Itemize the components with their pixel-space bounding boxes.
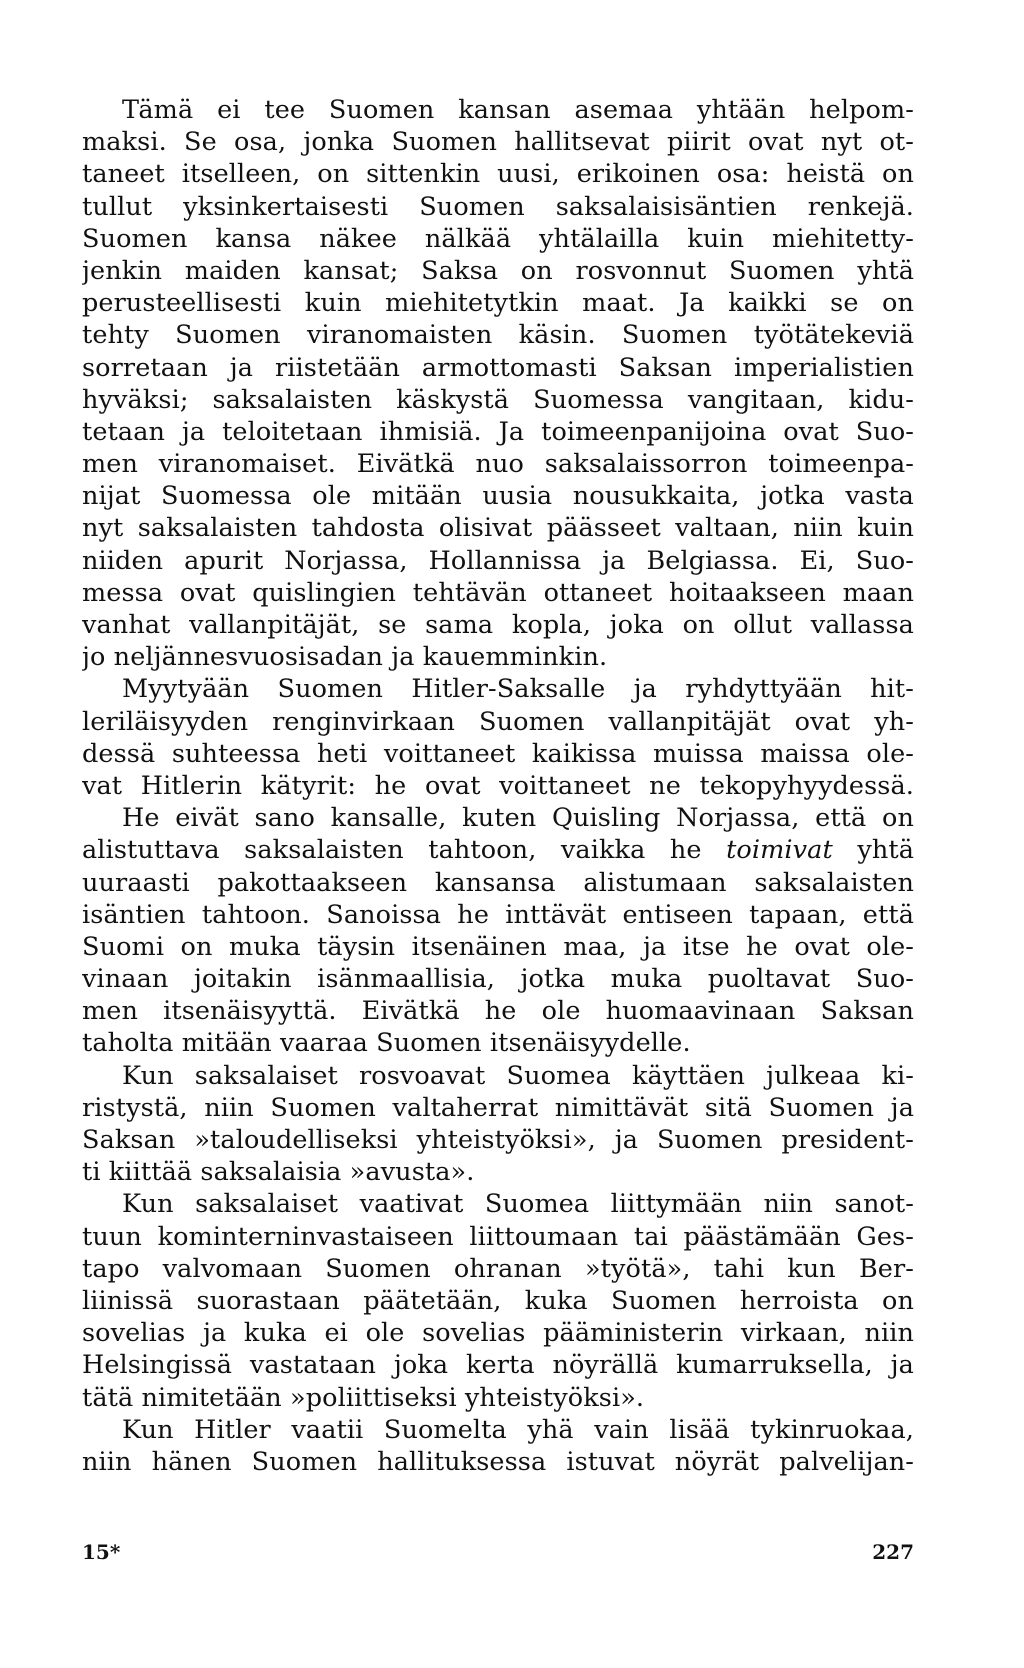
text-line: messa ovat quislingien tehtävän ottaneet hoitaakseen maan: [82, 577, 914, 608]
text-line: jo neljännesvuosisadan ja kauemminkin.: [82, 642, 608, 673]
text-line: sorretaan ja riistetään armottomasti Saksan imperialistien: [82, 352, 914, 383]
signature-mark: 15*: [82, 1540, 121, 1564]
text-line: leriläisyyden renginvirkaan Suomen vallanpitäjät ovat yh-: [82, 706, 914, 737]
text-line: niiden apurit Norjassa, Hollannissa ja Belgiassa. Ei, Suo-: [82, 545, 914, 576]
text-line: ti kiittää saksalaisia »avusta».: [82, 1157, 475, 1188]
text-line: men itsenäisyyttä. Eivätkä he ole huomaavinaan Saksan: [82, 996, 914, 1027]
page-footer: [82, 1540, 914, 1570]
text-line: Suomen kansa näkee nälkää yhtälailla kuin miehitetty-: [82, 223, 914, 254]
text-line: uuraasti pakottaakseen kansansa alistumaan saksalaisten: [82, 867, 914, 898]
text-line: Tämä ei tee Suomen kansan asemaa yhtään helpom-: [122, 95, 914, 125]
text-line: Suomi on muka täysin itsenäinen maa, ja itse he ovat ole-: [82, 931, 914, 962]
text-line: maksi. Se osa, jonka Suomen hallitsevat piirit ovat nyt ot-: [82, 127, 914, 158]
text-line: vanhat vallanpitäjät, se sama kopla, joka on ollut vallassa: [82, 610, 914, 640]
text-line: tetaan ja teloitetaan ihmisiä. Ja toimeenpanijoina ovat Suo-: [82, 416, 914, 447]
text-line: nijat Suomessa ole mitään uusia nousukkaita, jotka vasta: [82, 481, 914, 512]
page-number: 227: [872, 1540, 914, 1564]
text-line: tuun kominterninvastaiseen liittoumaan tai päästämään Ges-: [82, 1221, 914, 1252]
text-line: liinissä suorastaan päätetään, kuka Suomen herroista on: [82, 1285, 914, 1316]
text-line: tapo valvomaan Suomen ohranan »työtä», tahi kun Ber-: [82, 1253, 914, 1284]
text-line: vinaan joitakin isänmaallisia, jotka muka puoltavat Suo-: [82, 964, 914, 995]
text-line: taneet itselleen, on sittenkin uusi, erikoinen osa: heistä on: [82, 159, 914, 190]
text-line: Kun Hitler vaatii Suomelta yhä vain lisää tykinruokaa,: [122, 1414, 914, 1445]
text-line: Saksan »taloudelliseksi yhteistyöksi», ja Suomen president-: [82, 1125, 914, 1155]
text-line: perusteellisesti kuin miehitetytkin maat. Ja kaikki se on: [82, 288, 914, 319]
text-line: tullut yksinkertaisesti Suomen saksalaisisäntien renkejä.: [82, 191, 914, 222]
text-line: men viranomaiset. Eivätkä nuo saksalaissorron toimeenpa-: [82, 449, 914, 480]
text-line: taholta mitään vaaraa Suomen itsenäisyydelle.: [82, 1028, 691, 1059]
emphasized-word: toimivat: [726, 835, 833, 866]
text-line: ristystä, niin Suomen valtaherrat nimittävät sitä Suomen ja: [82, 1092, 914, 1123]
text-line: tätä nimitetään »poliittiseksi yhteistyöksi».: [82, 1382, 645, 1413]
text-line: Kun saksalaiset vaativat Suomea liittymään niin sanot-: [122, 1189, 914, 1220]
text-line: niin hänen Suomen hallituksessa istuvat nöyrät palvelijan-: [82, 1446, 914, 1477]
text-line: isäntien tahtoon. Sanoissa he inttävät entiseen tapaan, että: [82, 899, 914, 930]
page-text: [82, 94, 914, 1478]
text-line: Kun saksalaiset rosvoavat Suomea käyttäen julkeaa ki-: [122, 1060, 914, 1091]
text-line: jenkin maiden kansat; Saksa on rosvonnut Suomen yhtä: [82, 255, 914, 286]
text-line: nyt saksalaisten tahdosta olisivat päässeet valtaan, niin kuin: [82, 513, 914, 544]
text-line: alistuttava saksalaisten tahtoon, vaikka he toimivat yhtä: [82, 835, 914, 866]
text-line: Myytyään Suomen Hitler-Saksalle ja ryhdyttyään hit-: [122, 674, 914, 705]
text-line: hyväksi; saksalaisten käskystä Suomessa vangitaan, kidu-: [82, 384, 914, 415]
text-line: Helsingissä vastataan joka kerta nöyrällä kumarruksella, ja: [82, 1350, 914, 1381]
text-line: tehty Suomen viranomaisten käsin. Suomen työtätekeviä: [82, 320, 914, 351]
text-line: vat Hitlerin kätyrit: he ovat voittaneet ne tekopyhyydessä.: [82, 770, 914, 801]
text-line: He eivät sano kansalle, kuten Quisling Norjassa, että on: [122, 803, 914, 834]
text-line: sovelias ja kuka ei ole sovelias pääministerin virkaan, niin: [82, 1318, 914, 1349]
text-line: dessä suhteessa heti voittaneet kaikissa muissa maissa ole-: [82, 738, 914, 769]
